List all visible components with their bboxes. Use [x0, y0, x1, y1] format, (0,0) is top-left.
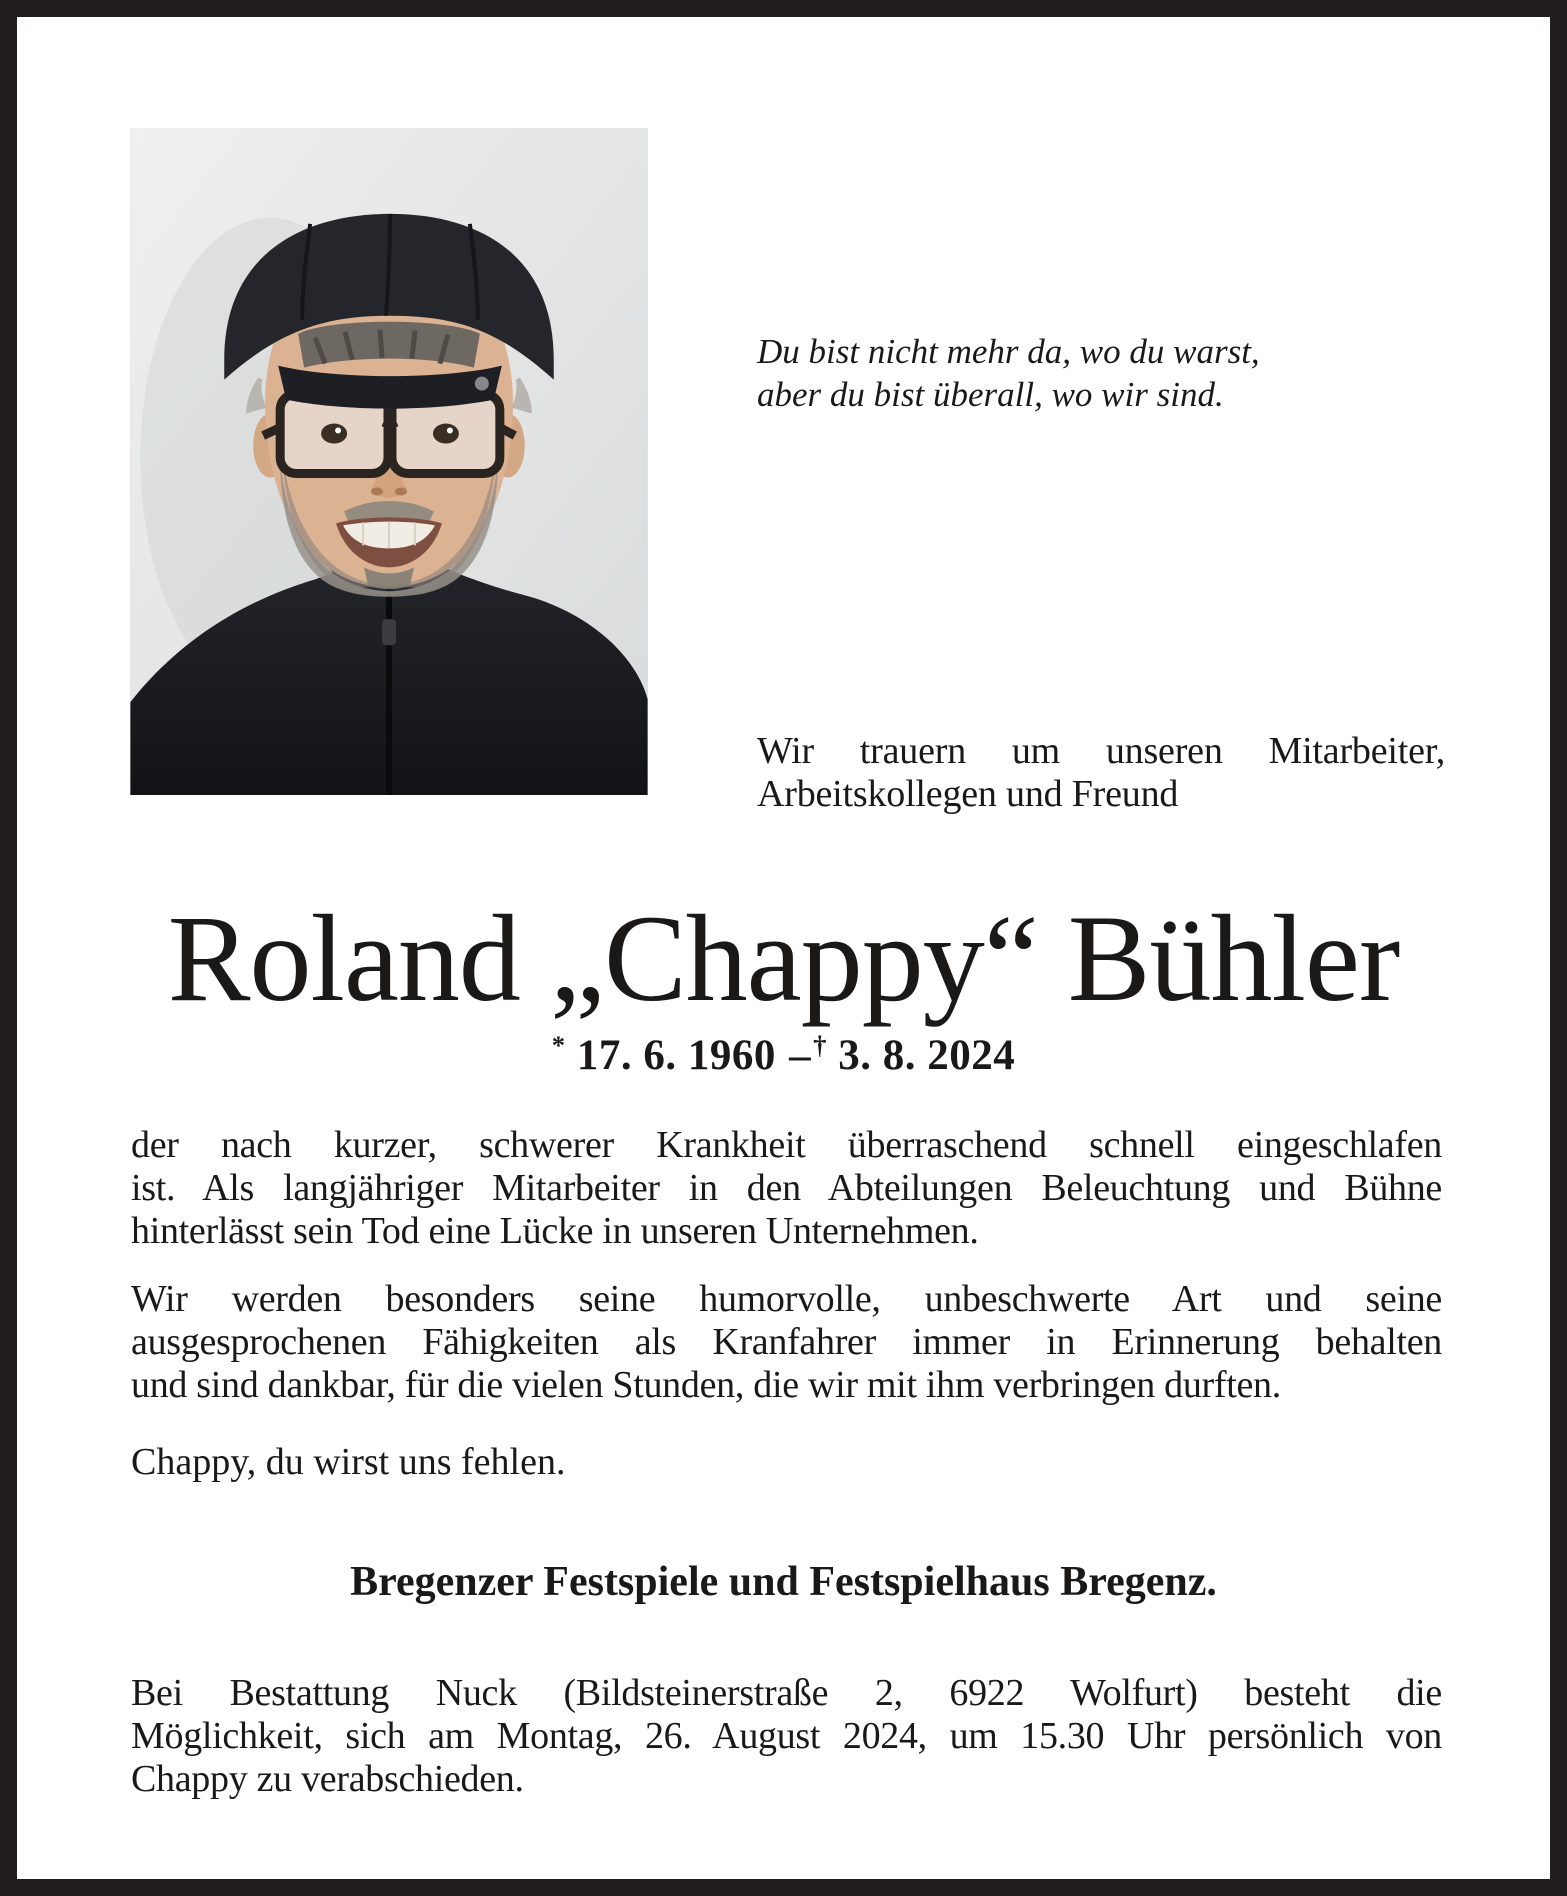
- text-line: Chappy zu verabschieden.: [131, 1758, 524, 1800]
- farewell-line: Chappy, du wirst uns fehlen.: [131, 1441, 566, 1483]
- text-line: hinterlässt sein Tod eine Lücke in unseren Unternehmen.: [131, 1210, 979, 1252]
- life-dates: [0, 1030, 1567, 1079]
- mourning-intro: [757, 730, 1445, 816]
- dates-separator: –: [789, 1032, 812, 1079]
- portrait-illustration: [130, 128, 648, 795]
- text-line: Wir trauern um unseren Mitarbeiter,: [757, 730, 1445, 772]
- text-line: Möglichkeit, sich am Montag, 26. August 2024, um 15.30 Uhr persönlich von: [131, 1715, 1442, 1757]
- text-line: Arbeitskollegen und Freund: [757, 773, 1179, 815]
- text-line: und sind dankbar, für die vielen Stunden, die wir mit ihm verbringen durften.: [131, 1364, 1281, 1406]
- memorial-quote: [757, 330, 1457, 416]
- portrait-photo: [130, 128, 648, 795]
- birth-date: 17. 6. 1960: [576, 1032, 776, 1079]
- obituary-paragraph-2: [131, 1278, 1442, 1407]
- signature-line: Bregenzer Festspiele und Festspielhaus Bregenz.: [350, 1559, 1217, 1605]
- text-line: Du bist nicht mehr da, wo du warst,: [757, 332, 1260, 371]
- death-dagger-symbol: †: [813, 1030, 827, 1061]
- deceased-name: Roland „Chappy“ Bühler: [167, 890, 1400, 1027]
- visitation-info: [131, 1672, 1442, 1801]
- text-line: aber du bist überall, wo wir sind.: [757, 375, 1224, 414]
- text-line: ausgesprochenen Fähigkeiten als Kranfahrer immer in Erinnerung behalten: [131, 1321, 1442, 1363]
- obituary-paragraph-1: [131, 1124, 1442, 1253]
- text-line: der nach kurzer, schwerer Krankheit überraschend schnell eingeschlafen: [131, 1124, 1442, 1166]
- text-line: Wir werden besonders seine humorvolle, unbeschwerte Art und seine: [131, 1278, 1442, 1320]
- text-line: ist. Als langjähriger Mitarbeiter in den Abteilungen Beleuchtung und Bühne: [131, 1167, 1442, 1209]
- death-date: 3. 8. 2024: [838, 1032, 1016, 1079]
- birth-star-symbol: *: [551, 1030, 566, 1061]
- text-line: Bei Bestattung Nuck (Bildsteinerstraße 2, 6922 Wolfurt) besteht die: [131, 1672, 1442, 1714]
